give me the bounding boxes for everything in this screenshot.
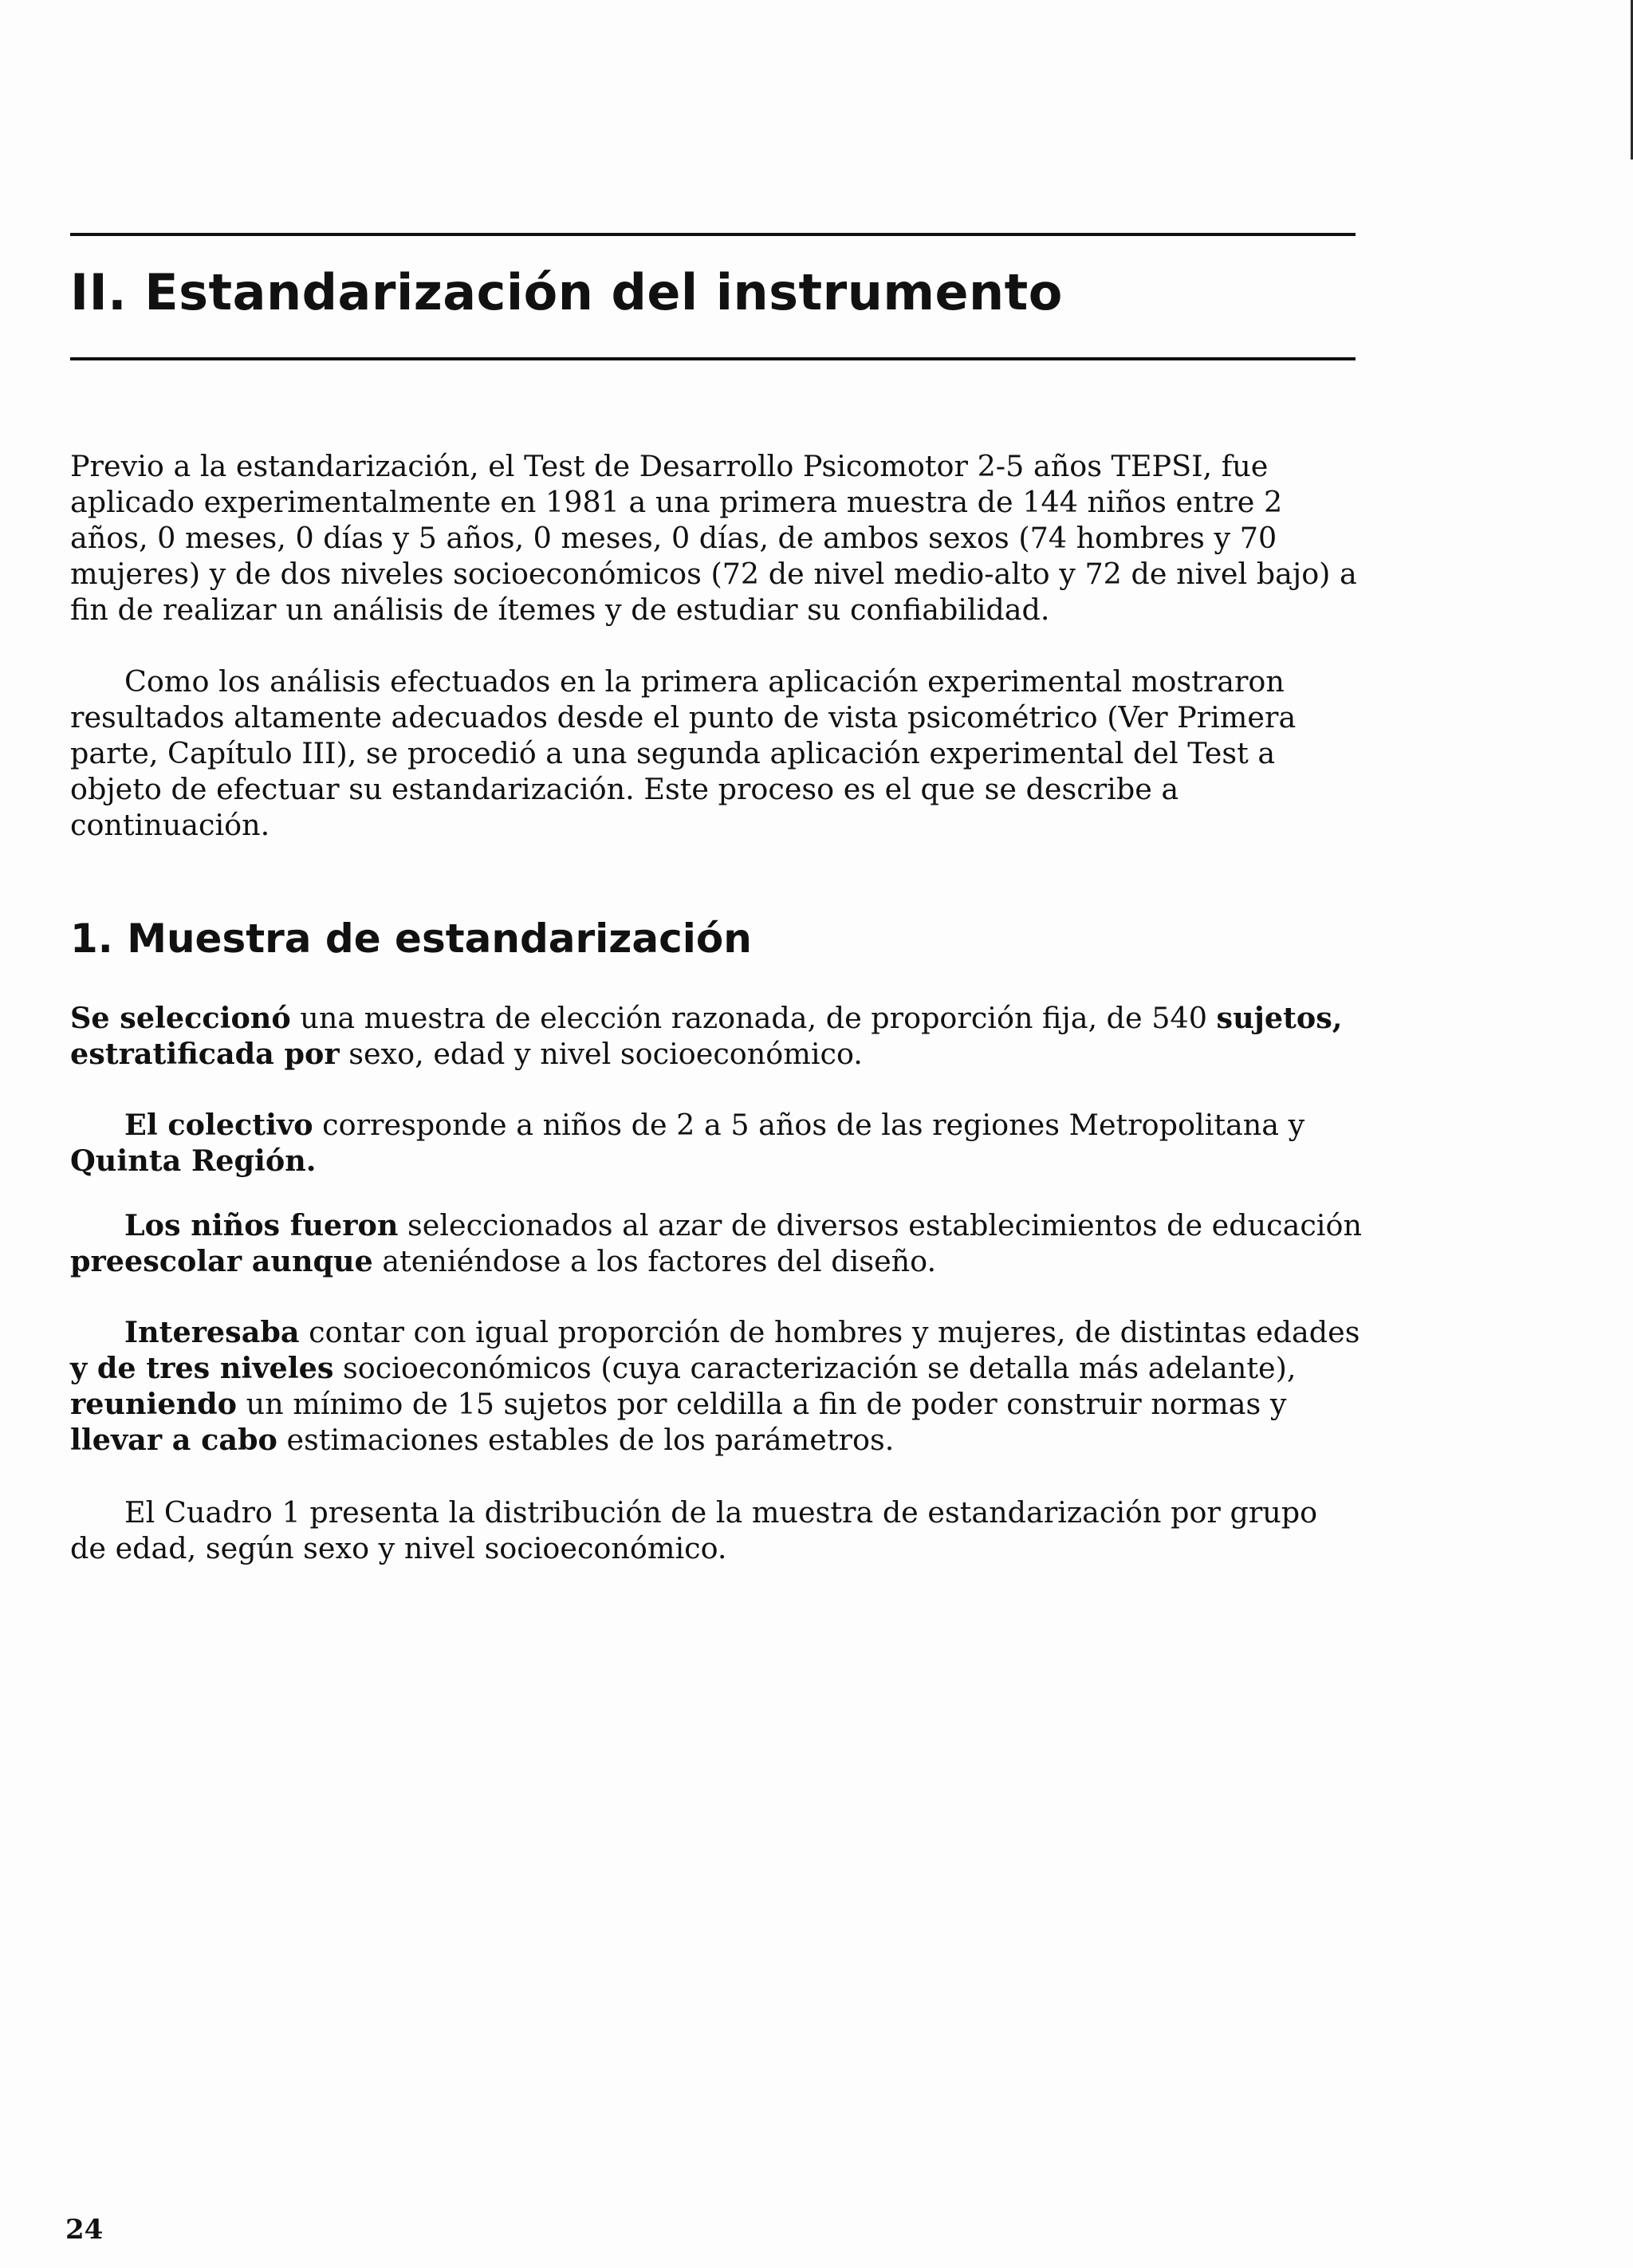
text-run: contar con igual proporción de hombres y mujeres, de distintas edades <box>299 1315 1360 1349</box>
intro-paragraph-2: Como los análisis efectuados en la primera aplicación experimental mostraron resultados altamente adecuados desde el punto de vista psicométrico (Ver Primera parte, Capítulo III), se procedió a una segunda aplicación experimental del Test a objeto de efectuar su estandarización. Este proceso es el que se describe a continuación. <box>70 664 1297 842</box>
text-run: sexo, edad y nivel socioeconómico. <box>339 1037 863 1071</box>
bold-run: reuniendo <box>70 1387 238 1421</box>
section-paragraph-3 <box>70 1207 1362 1279</box>
bold-run: y de tres niveles <box>70 1351 334 1385</box>
section-paragraph-5: El Cuadro 1 presenta la distribución de la muestra de estandarización por grupo de edad, según sexo y nivel socioeconómico. <box>70 1495 1318 1565</box>
text-run: seleccionados al azar de diversos establecimientos de educación <box>398 1208 1362 1242</box>
intro-paragraph-1: Previo a la estandarización, el Test de Desarrollo Psicomotor 2-5 años TEPSI, fue aplicado experimentalmente en 1981 a una primera muestra de 144 niños entre 2 años, 0 meses, 0 días y 5 años, 0 meses, 0 días, de ambos sexos (74 hombres y 70 mujeres) y de dos niveles socioeconómicos (72 de nivel medio-alto y 72 de nivel bajo) a fin de realizar un análisis de ítemes y de estudiar su confiabilidad. <box>70 449 1357 627</box>
section-paragraph-1 <box>70 1000 1362 1072</box>
bold-run: Quinta Región. <box>70 1144 317 1178</box>
bold-run: Interesaba <box>124 1315 300 1349</box>
page-number: 24 <box>65 2214 104 2246</box>
text-run: estimaciones estables de los parámetros. <box>277 1423 895 1457</box>
chapter-title: II. Estandarización del instrumento <box>70 263 1063 321</box>
section-title: 1. Muestra de estandarización <box>70 915 752 962</box>
chapter-top-rule <box>70 233 1356 236</box>
text-run: ateniéndose a los factores del diseño. <box>372 1244 937 1278</box>
text-run: corresponde a niños de 2 a 5 años de las regiones Metropolitana y <box>313 1108 1305 1142</box>
section-paragraph-4 <box>70 1314 1362 1458</box>
chapter-bottom-rule <box>70 357 1356 360</box>
text-run: una muestra de elección razonada, de proporción fija, de 540 <box>290 1001 1217 1035</box>
bold-run: Se seleccionó <box>70 1001 291 1035</box>
text-run: socioeconómicos (cuya caracterización se detalla más adelante), <box>333 1351 1297 1385</box>
bold-run: Los niños fueron <box>124 1208 399 1242</box>
bold-run: llevar a cabo <box>70 1423 277 1457</box>
bold-run: sujetos, estratificada por <box>70 1001 1343 1071</box>
bold-run: preescolar aunque <box>70 1244 373 1278</box>
section-paragraph-2 <box>70 1107 1362 1179</box>
bold-run: El colectivo <box>124 1108 313 1142</box>
text-run: un mínimo de 15 sujetos por celdilla a fin de poder construir normas y <box>237 1387 1287 1421</box>
